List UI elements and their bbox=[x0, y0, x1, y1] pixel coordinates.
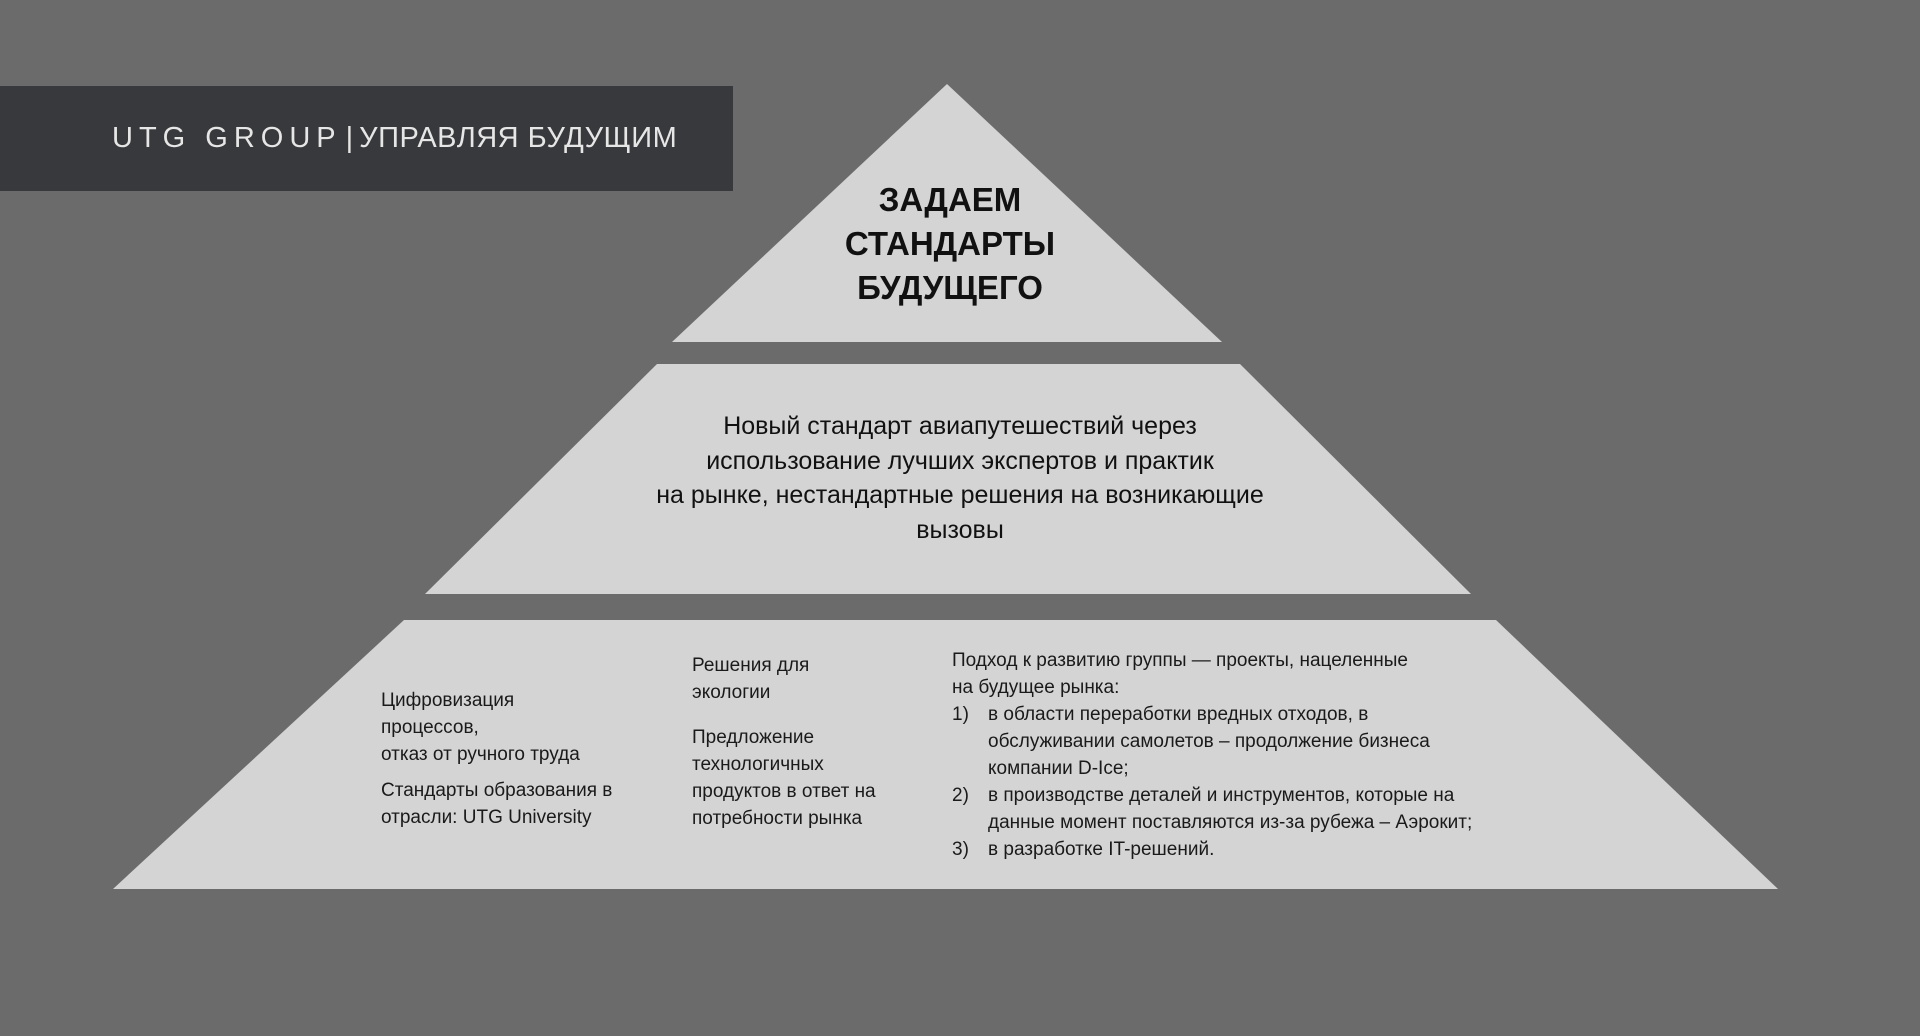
middle-tier-line: вызовы bbox=[916, 515, 1004, 544]
brand-name: UTG GROUP bbox=[112, 122, 342, 154]
paragraph-line: Стандарты образования в bbox=[381, 780, 613, 801]
paragraph-line: Решения для bbox=[692, 655, 810, 676]
list-item-text bbox=[988, 836, 1532, 863]
paragraph-line: потребности рынка bbox=[692, 808, 863, 829]
paragraph-line: на будущее рынка: bbox=[952, 677, 1120, 698]
list-item-number: 3) bbox=[952, 839, 969, 860]
paragraph-line: продуктов в ответ на bbox=[692, 781, 876, 802]
list-item bbox=[952, 836, 1532, 863]
list-item-text bbox=[988, 782, 1532, 836]
middle-tier-line: на рынке, нестандартные решения на возникающие bbox=[656, 481, 1264, 509]
paragraph-line: в разработке IT-решений. bbox=[988, 839, 1215, 860]
list-item-number: 1) bbox=[952, 704, 969, 725]
middle-tier-line: использование лучших экспертов и практик bbox=[706, 446, 1214, 475]
top-tier-line: СТАНДАРТЫ bbox=[844, 225, 1056, 262]
paragraph-line: отрасли: UTG University bbox=[381, 807, 592, 828]
paragraph-line: Подход к развитию группы — проекты, нацеленные bbox=[952, 650, 1408, 671]
paragraph-line: обслуживании самолетов – продолжение бизнеса bbox=[988, 731, 1430, 752]
paragraph-line: отказ от ручного труда bbox=[381, 744, 580, 765]
header-tagline: УПРАВЛЯЯ БУДУЩИМ bbox=[359, 122, 678, 154]
paragraph-line: процессов, bbox=[381, 717, 479, 738]
list-item bbox=[952, 782, 1532, 836]
projects-list bbox=[952, 701, 1532, 863]
column-paragraph bbox=[381, 777, 651, 831]
paragraph-line: данные момент поставляются из-за рубежа – Аэрокит; bbox=[988, 812, 1473, 833]
column-paragraph bbox=[381, 687, 651, 768]
middle-tier-line: Новый стандарт авиапутешествий через bbox=[723, 412, 1197, 440]
paragraph-line: экологии bbox=[692, 682, 771, 703]
column-paragraph bbox=[692, 652, 912, 706]
column-paragraph bbox=[692, 724, 912, 832]
paragraph-line: компании D-Ice; bbox=[988, 758, 1129, 779]
bottom-column-digitalization bbox=[381, 687, 651, 831]
list-item-text bbox=[988, 701, 1532, 782]
header-separator: | bbox=[345, 122, 354, 154]
bottom-column-ecology bbox=[692, 652, 912, 832]
paragraph-line: технологичных bbox=[692, 754, 824, 775]
paragraph-line: в области переработки вредных отходов, в bbox=[988, 704, 1369, 725]
top-tier-line: ЗАДАЕМ bbox=[878, 181, 1022, 218]
top-tier-line: БУДУЩЕГО bbox=[857, 269, 1043, 306]
middle-tier-text bbox=[630, 409, 1290, 547]
top-tier-heading bbox=[790, 178, 1110, 310]
paragraph-line: Предложение bbox=[692, 727, 815, 748]
paragraph-line: в производстве деталей и инструментов, которые на bbox=[988, 785, 1455, 806]
column-intro bbox=[952, 647, 1532, 701]
paragraph-line: Цифровизация bbox=[381, 690, 515, 711]
list-item bbox=[952, 701, 1532, 782]
bottom-column-development bbox=[952, 647, 1532, 863]
list-item-number: 2) bbox=[952, 785, 969, 806]
